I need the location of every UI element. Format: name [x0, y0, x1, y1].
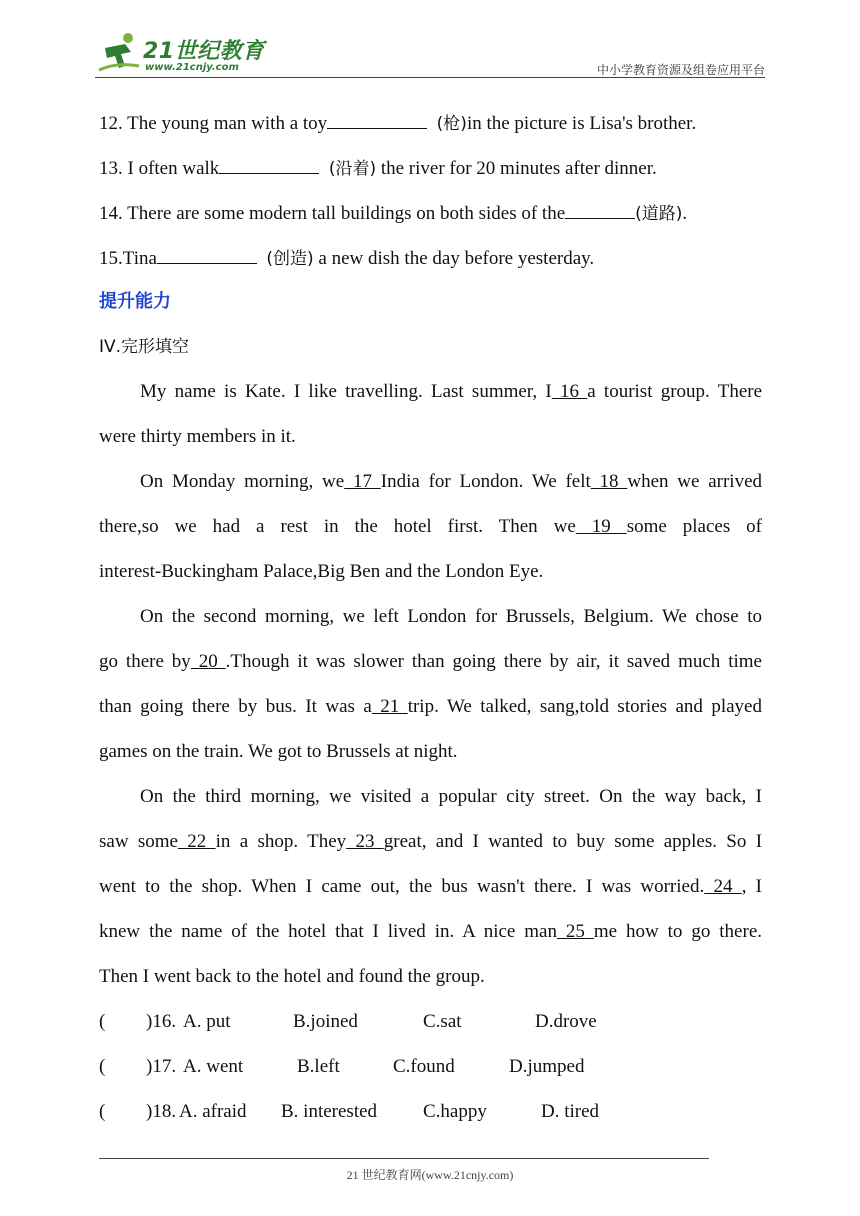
passage-text: saw some [99, 831, 178, 852]
option-b[interactable]: B.joined [293, 1011, 358, 1032]
answer-paren[interactable]: ( [99, 1101, 106, 1122]
passage-text: .Though it was slower than going there by air, it saved much time [225, 651, 762, 672]
chinese-hint: (枪) [436, 114, 467, 134]
blank-20: 20 [190, 651, 226, 672]
blank-24: 24 [704, 876, 742, 897]
passage-line [99, 650, 762, 674]
passage-line [140, 470, 762, 494]
option-d[interactable]: D. tired [541, 1101, 600, 1122]
blank-16: 16 [551, 381, 588, 402]
blank-22: 22 [177, 831, 216, 852]
question-14 [99, 200, 687, 226]
blank-19: 19 [575, 516, 627, 537]
option-a[interactable]: A. afraid [179, 1101, 247, 1122]
passage-text: me how to go there. [593, 921, 763, 942]
answer-paren[interactable]: ( [99, 1056, 106, 1077]
section-title: 提升能力 [99, 291, 171, 312]
option-b[interactable]: B. interested [281, 1101, 378, 1122]
question-text: The young man with a toy [127, 113, 328, 134]
page-header [95, 30, 765, 78]
blank-18: 18 [590, 471, 628, 492]
passage-text: a tourist group. There [587, 381, 763, 402]
question-text: the river for 20 minutes after dinner. [376, 158, 657, 179]
question-12 [99, 110, 696, 136]
chinese-hint: (沿着) [328, 159, 377, 179]
footer-divider [99, 1158, 709, 1159]
option-a[interactable]: A. went [183, 1056, 244, 1077]
logo-url: www.21cnjy.com [145, 62, 239, 73]
question-number: 14. [99, 203, 123, 224]
question-number: 13. [99, 158, 123, 179]
passage-text: Then I went back to the hotel and found the group. [99, 966, 485, 987]
passage-text: India for London. We felt [380, 471, 591, 492]
passage-text: than going there by bus. It was a [99, 696, 372, 717]
logo [95, 30, 265, 76]
option-d[interactable]: D.jumped [509, 1056, 585, 1077]
passage-text: My name is Kate. I like travelling. Last summer, I [140, 381, 552, 402]
passage-text: trip. We talked, sang,told stories and played [407, 696, 762, 717]
answer-blank[interactable] [219, 155, 319, 174]
question-number: )18. [146, 1101, 177, 1122]
question-15 [99, 245, 594, 271]
passage-text: On the second morning, we left London for Brussels, Belgium. We chose to [140, 606, 762, 627]
option-b[interactable]: B.left [297, 1056, 340, 1077]
option-c[interactable]: C.sat [423, 1011, 462, 1032]
passage-text: go there by [99, 651, 191, 672]
passage-text: there,so we had a rest in the hotel first. Then we [99, 516, 576, 537]
passage-line [99, 965, 485, 989]
passage-line [99, 830, 762, 854]
blank-21: 21 [371, 696, 408, 717]
passage-text: went to the shop. When I came out, the bus wasn't there. I was worried. [99, 876, 705, 897]
passage-text: On Monday morning, we [140, 471, 345, 492]
question-number: 12. [99, 113, 123, 134]
question-text: a new dish the day before yesterday. [313, 248, 595, 269]
passage-text: , I [741, 876, 763, 897]
chinese-hint: (创造) [266, 249, 314, 269]
header-divider [95, 77, 765, 78]
passage-line [99, 515, 762, 539]
passage-text: games on the train. We got to Brussels at night. [99, 741, 458, 762]
option-d[interactable]: D.drove [535, 1011, 597, 1032]
passage-line [140, 605, 762, 629]
question-text: . [682, 203, 688, 224]
passage-line [99, 920, 762, 944]
answer-paren[interactable]: ( [99, 1011, 106, 1032]
question-text: I often walk [127, 158, 220, 179]
passage-line [99, 425, 296, 449]
option-c[interactable]: C.happy [423, 1101, 487, 1122]
subsection-label: IⅤ.完形填空 [99, 337, 190, 357]
answer-blank[interactable] [565, 200, 635, 219]
question-text: in the picture is Lisa's brother. [466, 113, 697, 134]
passage-line [140, 785, 762, 809]
question-text: Tina [122, 248, 157, 269]
passage-text: great, and I wanted to buy some apples. So I [383, 831, 763, 852]
option-a[interactable]: A. put [183, 1011, 231, 1032]
chinese-hint: (道路) [635, 204, 683, 224]
passage-line [99, 875, 762, 899]
runner-logo-icon [95, 32, 141, 74]
logo-text: 21世纪教育 [143, 39, 265, 64]
question-number: )17. [146, 1056, 177, 1077]
passage-text: some places of [626, 516, 762, 537]
passage-text: were thirty members in it. [99, 426, 296, 447]
option-c[interactable]: C.found [393, 1056, 455, 1077]
question-text: There are some modern tall buildings on both sides of the [127, 203, 566, 224]
subsection-title [99, 335, 189, 359]
passage-line [140, 380, 762, 404]
passage-text: interest-Buckingham Palace,Big Ben and the London Eye. [99, 561, 544, 582]
question-number: 15. [99, 248, 123, 269]
page-footer: 21 世纪教育网(www.21cnjy.com) [346, 1168, 514, 1182]
blank-23: 23 [346, 831, 384, 852]
passage-text: when we arrived [627, 471, 763, 492]
question-number: )16. [146, 1011, 177, 1032]
question-13 [99, 155, 657, 181]
answer-blank[interactable] [327, 110, 427, 129]
passage-line [99, 560, 543, 584]
passage-line [99, 740, 458, 764]
blank-17: 17 [344, 471, 381, 492]
passage-text: in a shop. They [215, 831, 347, 852]
passage-text: On the third morning, we visited a popular city street. On the way back, I [140, 786, 762, 807]
blank-25: 25 [557, 921, 594, 942]
passage-text: knew the name of the hotel that I lived in. A nice man [99, 921, 557, 942]
passage-line [99, 695, 762, 719]
header-tagline: 中小学教育资源及组卷应用平台 [596, 63, 765, 77]
answer-blank[interactable] [157, 245, 257, 264]
